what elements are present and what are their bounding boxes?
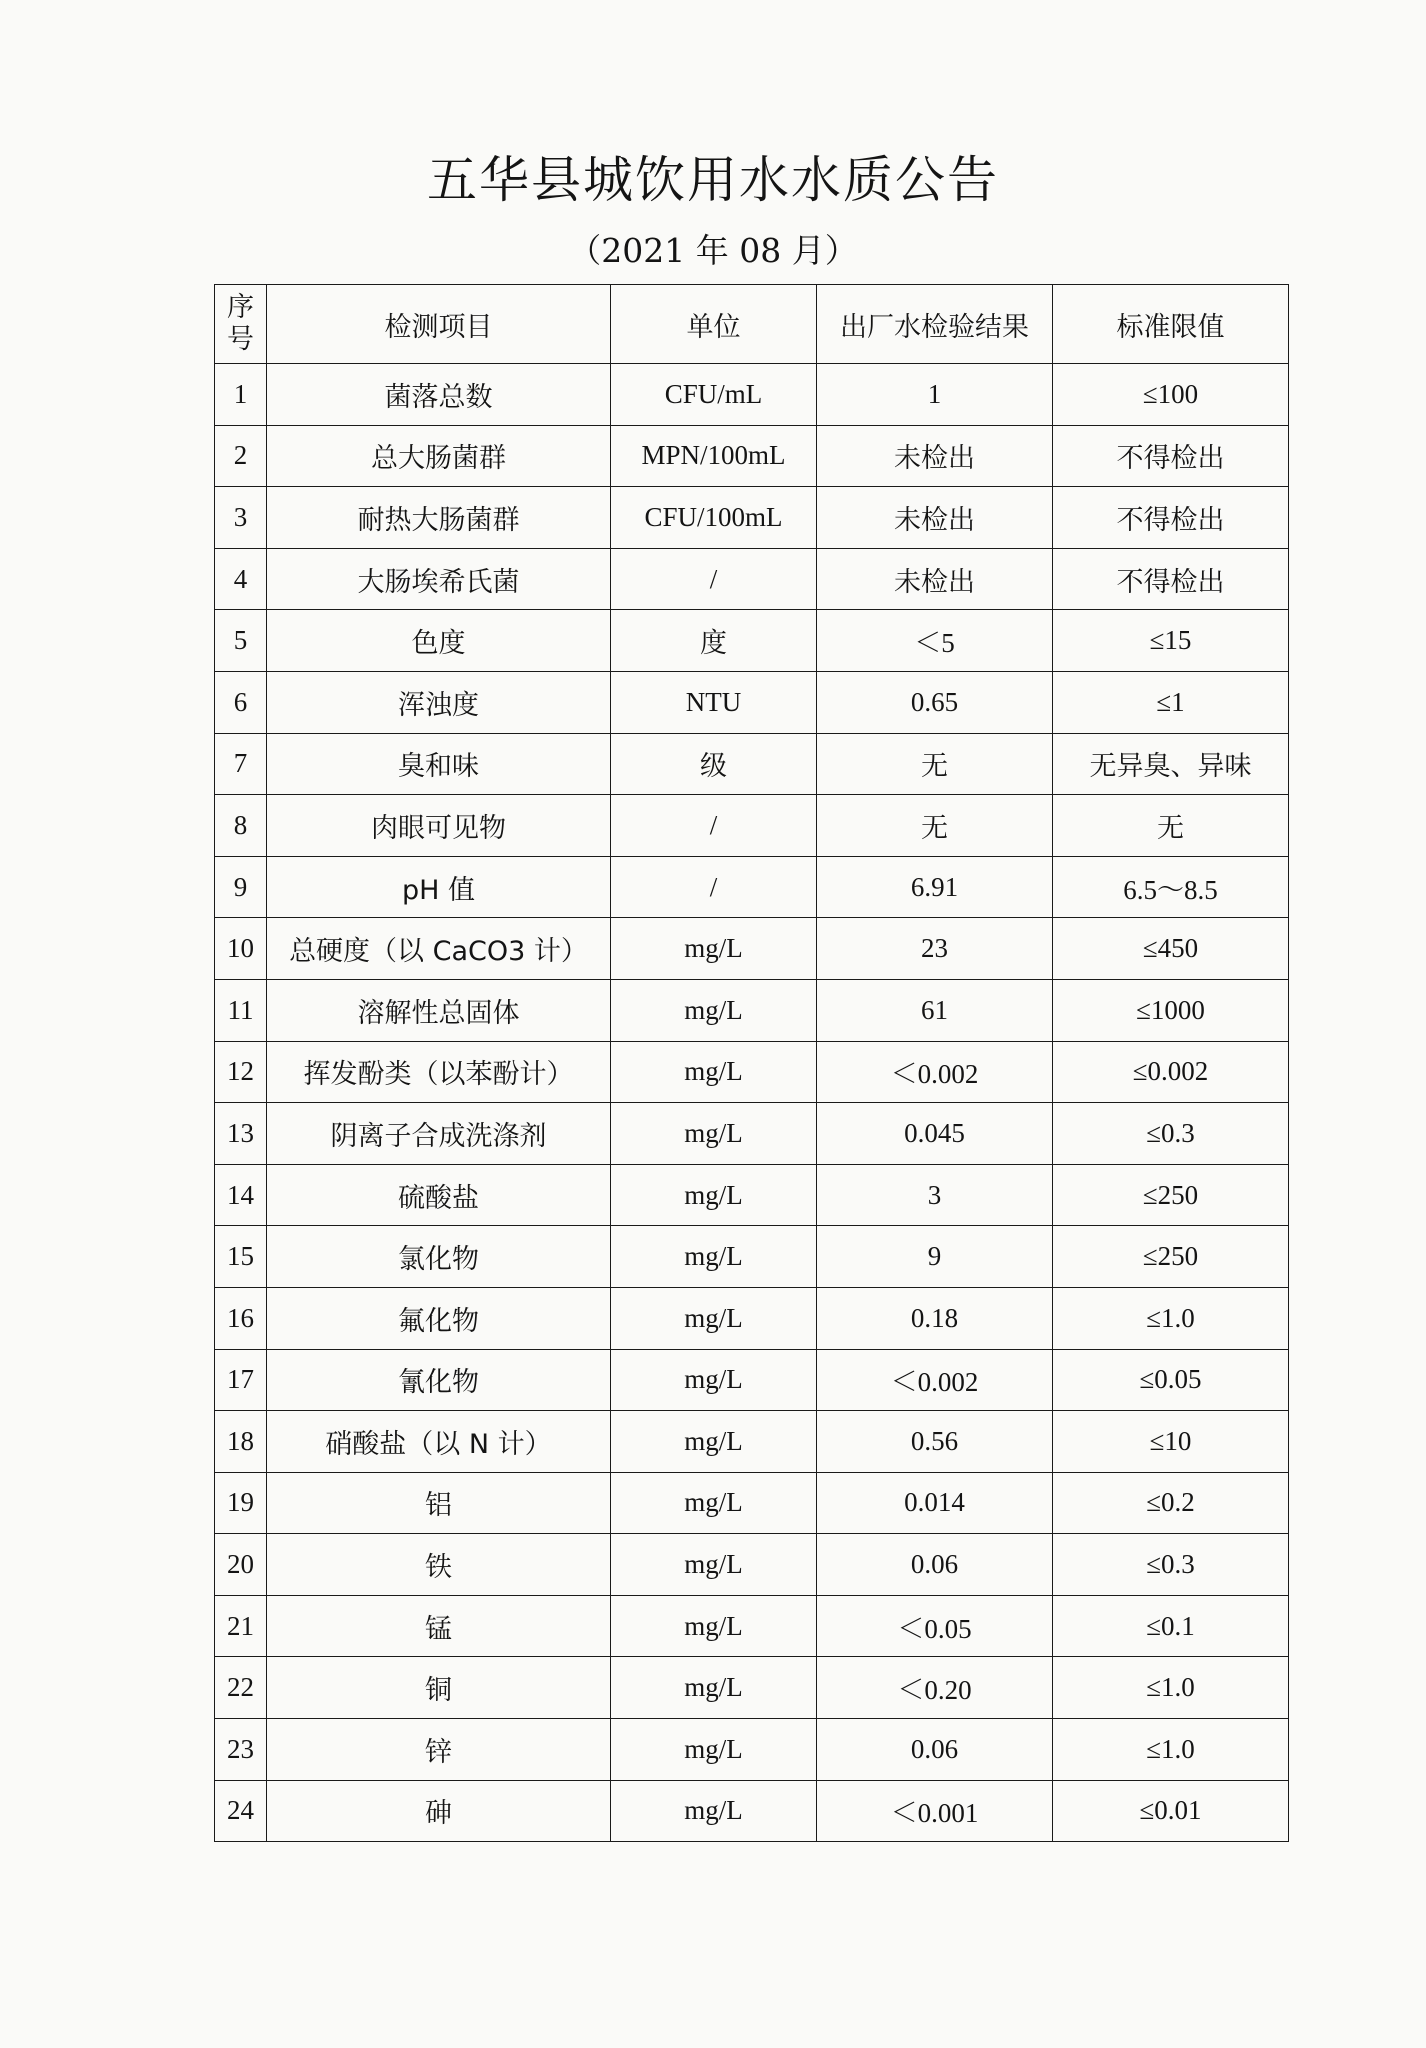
row-unit: 级 xyxy=(611,733,817,795)
row-unit: 度 xyxy=(611,610,817,672)
row-item: 砷 xyxy=(267,1780,611,1842)
row-limit: ≤250 xyxy=(1053,1226,1289,1288)
row-unit: / xyxy=(611,795,817,857)
row-result: 3 xyxy=(817,1164,1053,1226)
header-unit: 单位 xyxy=(611,285,817,364)
row-seq: 14 xyxy=(215,1164,267,1226)
row-limit: ≤15 xyxy=(1053,610,1289,672)
row-unit: mg/L xyxy=(611,1226,817,1288)
row-item: 耐热大肠菌群 xyxy=(267,487,611,549)
row-limit: 不得检出 xyxy=(1053,425,1289,487)
table-row xyxy=(215,1411,1289,1473)
row-result: 61 xyxy=(817,979,1053,1041)
row-unit: / xyxy=(611,548,817,610)
row-result: 9 xyxy=(817,1226,1053,1288)
table-row xyxy=(215,979,1289,1041)
row-limit: ≤450 xyxy=(1053,918,1289,980)
row-result: 0.56 xyxy=(817,1411,1053,1473)
table-row xyxy=(215,487,1289,549)
row-limit: ≤0.3 xyxy=(1053,1534,1289,1596)
row-limit: ≤1.0 xyxy=(1053,1287,1289,1349)
row-limit: 无 xyxy=(1053,795,1289,857)
row-unit: mg/L xyxy=(611,1472,817,1534)
row-unit: CFU/mL xyxy=(611,364,817,426)
row-result: 1 xyxy=(817,364,1053,426)
row-unit: MPN/100mL xyxy=(611,425,817,487)
row-result: 未检出 xyxy=(817,425,1053,487)
row-seq: 17 xyxy=(215,1349,267,1411)
table-row xyxy=(215,425,1289,487)
row-seq: 6 xyxy=(215,671,267,733)
table-row xyxy=(215,1103,1289,1165)
row-seq: 2 xyxy=(215,425,267,487)
row-unit: mg/L xyxy=(611,918,817,980)
row-result: ＜0.001 xyxy=(817,1780,1053,1842)
row-result: 0.65 xyxy=(817,671,1053,733)
row-limit: 不得检出 xyxy=(1053,548,1289,610)
row-result: ＜5 xyxy=(817,610,1053,672)
row-seq: 16 xyxy=(215,1287,267,1349)
row-item: 氯化物 xyxy=(267,1226,611,1288)
table-row xyxy=(215,671,1289,733)
row-item: 阴离子合成洗涤剂 xyxy=(267,1103,611,1165)
row-item: 挥发酚类（以苯酚计） xyxy=(267,1041,611,1103)
table-row xyxy=(215,610,1289,672)
row-seq: 24 xyxy=(215,1780,267,1842)
row-unit: mg/L xyxy=(611,1041,817,1103)
row-item: 浑浊度 xyxy=(267,671,611,733)
row-unit: mg/L xyxy=(611,1595,817,1657)
row-item: 铜 xyxy=(267,1657,611,1719)
row-result: 无 xyxy=(817,733,1053,795)
row-item: 总硬度（以 CaCO3 计） xyxy=(267,918,611,980)
table-row xyxy=(215,1164,1289,1226)
row-limit: ≤1.0 xyxy=(1053,1657,1289,1719)
row-limit: ≤0.01 xyxy=(1053,1780,1289,1842)
row-result: 0.014 xyxy=(817,1472,1053,1534)
row-result: ＜0.002 xyxy=(817,1349,1053,1411)
header-item: 检测项目 xyxy=(267,285,611,364)
row-seq: 22 xyxy=(215,1657,267,1719)
row-limit: ≤0.3 xyxy=(1053,1103,1289,1165)
table-row xyxy=(215,795,1289,857)
row-limit: 不得检出 xyxy=(1053,487,1289,549)
table-row xyxy=(215,1472,1289,1534)
row-seq: 1 xyxy=(215,364,267,426)
table-row xyxy=(215,1657,1289,1719)
row-seq: 23 xyxy=(215,1719,267,1781)
row-item: 肉眼可见物 xyxy=(267,795,611,857)
row-result: 23 xyxy=(817,918,1053,980)
row-limit: ≤250 xyxy=(1053,1164,1289,1226)
row-limit: ≤10 xyxy=(1053,1411,1289,1473)
row-seq: 20 xyxy=(215,1534,267,1596)
row-limit: ≤0.2 xyxy=(1053,1472,1289,1534)
table-row xyxy=(215,364,1289,426)
row-seq: 19 xyxy=(215,1472,267,1534)
row-limit: ≤1000 xyxy=(1053,979,1289,1041)
row-seq: 10 xyxy=(215,918,267,980)
row-result: ＜0.05 xyxy=(817,1595,1053,1657)
table-row xyxy=(215,733,1289,795)
row-seq: 13 xyxy=(215,1103,267,1165)
row-result: 无 xyxy=(817,795,1053,857)
row-seq: 11 xyxy=(215,979,267,1041)
row-seq: 8 xyxy=(215,795,267,857)
row-seq: 4 xyxy=(215,548,267,610)
row-unit: mg/L xyxy=(611,1103,817,1165)
page-subtitle: （2021 年 08 月） xyxy=(568,231,858,270)
row-item: pH 值 xyxy=(267,856,611,918)
water-quality-table xyxy=(214,284,1289,1842)
row-result: 0.06 xyxy=(817,1534,1053,1596)
row-unit: mg/L xyxy=(611,979,817,1041)
table-row xyxy=(215,856,1289,918)
row-seq: 21 xyxy=(215,1595,267,1657)
table-row xyxy=(215,1226,1289,1288)
page-title: 五华县城饮用水水质公告 xyxy=(427,151,999,209)
table-row xyxy=(215,1041,1289,1103)
row-unit: NTU xyxy=(611,671,817,733)
row-unit: mg/L xyxy=(611,1780,817,1842)
row-result: 未检出 xyxy=(817,548,1053,610)
row-seq: 15 xyxy=(215,1226,267,1288)
row-limit: ≤1.0 xyxy=(1053,1719,1289,1781)
row-item: 溶解性总固体 xyxy=(267,979,611,1041)
row-seq: 9 xyxy=(215,856,267,918)
row-item: 色度 xyxy=(267,610,611,672)
row-item: 总大肠菌群 xyxy=(267,425,611,487)
table-row xyxy=(215,1595,1289,1657)
row-seq: 12 xyxy=(215,1041,267,1103)
row-seq: 7 xyxy=(215,733,267,795)
row-unit: mg/L xyxy=(611,1411,817,1473)
table-row xyxy=(215,1534,1289,1596)
row-seq: 5 xyxy=(215,610,267,672)
row-unit: mg/L xyxy=(611,1657,817,1719)
row-result: 未检出 xyxy=(817,487,1053,549)
row-unit: mg/L xyxy=(611,1287,817,1349)
row-item: 铁 xyxy=(267,1534,611,1596)
row-limit: ≤100 xyxy=(1053,364,1289,426)
row-item: 铝 xyxy=(267,1472,611,1534)
row-result: 0.045 xyxy=(817,1103,1053,1165)
table-row xyxy=(215,1287,1289,1349)
table-header-row xyxy=(215,285,1289,364)
row-unit: mg/L xyxy=(611,1719,817,1781)
row-limit: ≤0.1 xyxy=(1053,1595,1289,1657)
row-result: 6.91 xyxy=(817,856,1053,918)
row-unit: mg/L xyxy=(611,1164,817,1226)
row-item: 氟化物 xyxy=(267,1287,611,1349)
row-limit: ≤0.002 xyxy=(1053,1041,1289,1103)
row-item: 大肠埃希氏菌 xyxy=(267,548,611,610)
row-item: 菌落总数 xyxy=(267,364,611,426)
row-limit: 6.5～8.5 xyxy=(1053,856,1289,918)
row-result: ＜0.20 xyxy=(817,1657,1053,1719)
row-limit: ≤1 xyxy=(1053,671,1289,733)
row-item: 氰化物 xyxy=(267,1349,611,1411)
row-unit: mg/L xyxy=(611,1349,817,1411)
row-unit: / xyxy=(611,856,817,918)
row-unit: CFU/100mL xyxy=(611,487,817,549)
row-result: 0.18 xyxy=(817,1287,1053,1349)
row-limit: ≤0.05 xyxy=(1053,1349,1289,1411)
row-item: 硝酸盐（以 N 计） xyxy=(267,1411,611,1473)
header-result: 出厂水检验结果 xyxy=(817,285,1053,364)
row-item: 硫酸盐 xyxy=(267,1164,611,1226)
row-item: 锌 xyxy=(267,1719,611,1781)
row-item: 臭和味 xyxy=(267,733,611,795)
table-row xyxy=(215,1349,1289,1411)
table-row xyxy=(215,918,1289,980)
table-row xyxy=(215,1719,1289,1781)
row-limit: 无异臭、异味 xyxy=(1053,733,1289,795)
header-seq: 序号 xyxy=(215,285,267,364)
row-unit: mg/L xyxy=(611,1534,817,1596)
row-result: ＜0.002 xyxy=(817,1041,1053,1103)
row-seq: 3 xyxy=(215,487,267,549)
table-row xyxy=(215,548,1289,610)
row-seq: 18 xyxy=(215,1411,267,1473)
row-item: 锰 xyxy=(267,1595,611,1657)
table-row xyxy=(215,1780,1289,1842)
row-result: 0.06 xyxy=(817,1719,1053,1781)
header-limit: 标准限值 xyxy=(1053,285,1289,364)
